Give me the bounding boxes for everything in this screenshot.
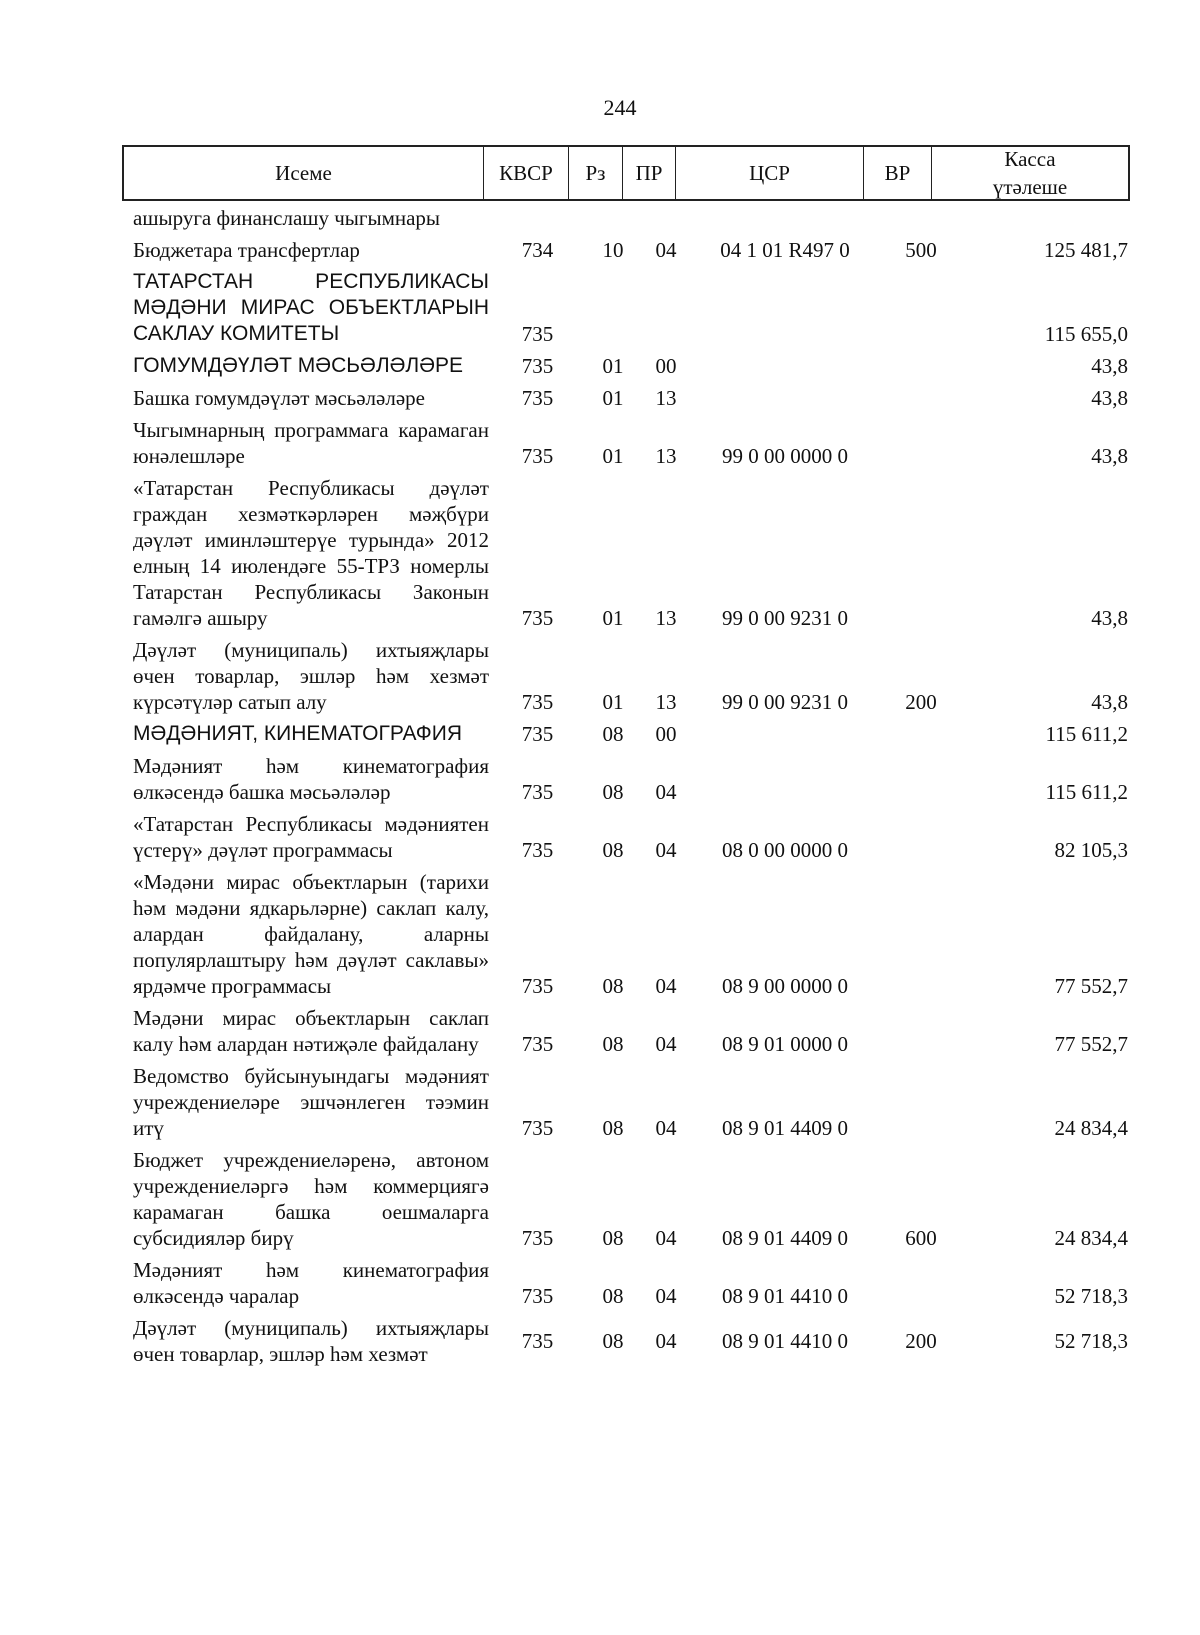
column-header-kvsr: КВСР xyxy=(484,147,569,199)
table-row xyxy=(133,1063,1128,1141)
row-kvsr: 735 xyxy=(521,1284,554,1308)
row-csr: 99 0 00 9231 0 xyxy=(722,690,848,714)
row-kvsr: 735 xyxy=(521,1116,554,1140)
row-name: Мәдәни мирас объектларын саклап калу һәм алардан нәтиҗәле файдалану xyxy=(133,1006,489,1056)
row-csr: 08 9 01 4409 0 xyxy=(722,1116,848,1140)
table-row xyxy=(133,269,1128,347)
row-name: «Татарстан Республикасы мәдәниятен үстерү» дәүләт программасы xyxy=(133,812,489,862)
row-kvsr: 735 xyxy=(521,838,554,862)
row-sum: 52 718,3 xyxy=(1054,1329,1128,1353)
row-sum: 125 481,7 xyxy=(1044,238,1128,262)
column-header-csr: ЦСР xyxy=(676,147,864,199)
row-kvsr: 735 xyxy=(521,386,554,410)
row-csr: 99 0 00 9231 0 xyxy=(722,606,848,630)
row-rz: 01 xyxy=(602,606,624,630)
row-sum: 43,8 xyxy=(1091,606,1128,630)
row-name: Бюджетара трансфертлар xyxy=(133,238,360,262)
row-name: «Мәдәни мирас объектларын (тарихи һәм мәдәни ядкарьләрне) саклап калу, алардан файдалану, аларны популярлаштыру һәм дәүләт саклавы» ярдәмче программасы xyxy=(133,870,489,998)
table-row xyxy=(133,721,1128,747)
row-sum: 24 834,4 xyxy=(1054,1116,1128,1140)
row-name: ашыруга финанслашу чыгымнары xyxy=(133,206,441,230)
row-vr: 500 xyxy=(905,238,937,262)
table-row xyxy=(133,237,1128,263)
column-header-sum xyxy=(932,147,1128,199)
column-header-pr: ПР xyxy=(623,147,676,199)
row-csr: 08 0 00 0000 0 xyxy=(722,838,848,862)
row-csr: 99 0 00 0000 0 xyxy=(722,444,848,468)
table-row xyxy=(133,1147,1128,1251)
row-rz: 08 xyxy=(602,974,624,998)
row-sum: 115 611,2 xyxy=(1045,780,1128,804)
row-pr: 04 xyxy=(655,974,677,998)
row-kvsr: 735 xyxy=(521,780,554,804)
row-name: «Татарстан Республикасы дәүләт граждан хезмәткәрләрен мәҗбүри дәүләт иминләштерүе турында» 2012 елның 14 июлендәге 55-ТРЗ номерлы Татарстан Республикасы Законын гамәлгә ашыру xyxy=(133,476,489,630)
row-kvsr: 735 xyxy=(521,354,554,378)
row-sum: 24 834,4 xyxy=(1054,1226,1128,1250)
row-sum: 43,8 xyxy=(1091,690,1128,714)
row-name: Мәдәният һәм кинематография өлкәсендә чаралар xyxy=(133,1258,489,1308)
row-name: Дәүләт (муниципаль) ихтыяҗлары өчен товарлар, эшләр һәм хезмәт xyxy=(133,1316,489,1366)
row-rz: 01 xyxy=(602,690,624,714)
row-kvsr: 734 xyxy=(521,238,554,262)
row-csr: 08 9 01 0000 0 xyxy=(722,1032,848,1056)
row-name: Бюджет учреждениеләренә, автоном учреждениеләргә һәм коммерциягә карамаган башка оешмаларга субсидияләр бирү xyxy=(133,1148,489,1250)
row-vr: 200 xyxy=(905,690,937,714)
row-rz: 08 xyxy=(602,1226,624,1250)
row-csr: 08 9 01 4410 0 xyxy=(722,1284,848,1308)
row-pr: 04 xyxy=(655,1032,677,1056)
row-kvsr: 735 xyxy=(521,606,554,630)
row-sum: 43,8 xyxy=(1091,386,1128,410)
row-rz: 08 xyxy=(602,1284,624,1308)
row-pr: 04 xyxy=(655,238,677,262)
table-row xyxy=(133,1315,1128,1367)
row-kvsr: 735 xyxy=(521,722,554,746)
column-header-vr: ВР xyxy=(864,147,932,199)
row-csr: 08 9 01 4410 0 xyxy=(722,1329,848,1353)
row-sum: 115 655,0 xyxy=(1044,322,1128,346)
row-rz: 08 xyxy=(602,1116,624,1140)
row-sum: 115 611,2 xyxy=(1045,722,1128,746)
column-header-sum-line2: үтәлеше xyxy=(992,175,1068,199)
table-header xyxy=(122,145,1130,201)
table-row xyxy=(133,869,1128,999)
table-row xyxy=(133,205,1128,231)
row-rz: 08 xyxy=(602,1329,624,1353)
row-pr: 00 xyxy=(655,354,677,378)
row-pr: 13 xyxy=(655,690,677,714)
row-kvsr: 735 xyxy=(521,322,554,346)
row-name: Ведомство буйсынуындагы мәдәният учреждениеләре эшчәнлеген тәэмин итү xyxy=(133,1064,489,1140)
row-kvsr: 735 xyxy=(521,1226,554,1250)
table-row xyxy=(133,417,1128,469)
row-sum: 82 105,3 xyxy=(1054,838,1128,862)
row-pr: 04 xyxy=(655,1329,677,1353)
table-row xyxy=(133,1005,1128,1057)
column-header-sum-line1: Касса xyxy=(1004,147,1056,171)
row-rz: 08 xyxy=(602,838,624,862)
row-pr: 13 xyxy=(655,606,677,630)
row-sum: 43,8 xyxy=(1091,354,1128,378)
row-sum: 52 718,3 xyxy=(1054,1284,1128,1308)
row-pr: 04 xyxy=(655,838,677,862)
page-number: 244 xyxy=(603,95,637,120)
table-row xyxy=(133,811,1128,863)
row-sum: 77 552,7 xyxy=(1054,974,1128,998)
row-rz: 08 xyxy=(602,1032,624,1056)
row-csr: 08 9 00 0000 0 xyxy=(722,974,848,998)
row-rz: 08 xyxy=(602,722,624,746)
row-vr: 600 xyxy=(905,1226,937,1250)
table-row xyxy=(133,475,1128,631)
row-kvsr: 735 xyxy=(521,1329,554,1353)
row-name: ГОМУМДӘҮЛӘТ МӘСЬӘЛӘЛӘРЕ xyxy=(133,354,464,377)
row-name: МӘДӘНИЯТ, КИНЕМАТОГРАФИЯ xyxy=(133,722,462,745)
table-row xyxy=(133,753,1128,805)
row-kvsr: 735 xyxy=(521,444,554,468)
column-header-name: Исеме xyxy=(124,147,484,199)
row-name: Чыгымнарның программага карамаган юнәлешләре xyxy=(133,418,489,468)
row-name: ТАТАРСТАН РЕСПУБЛИКАСЫ МӘДӘНИ МИРАС ОБЪЕКТЛАРЫН САКЛАУ КОМИТЕТЫ xyxy=(133,270,489,345)
row-name: Мәдәният һәм кинематография өлкәсендә башка мәсьәләләр xyxy=(133,754,489,804)
row-pr: 13 xyxy=(655,444,677,468)
row-name: Дәүләт (муниципаль) ихтыяҗлары өчен товарлар, эшләр һәм хезмәт күрсәтүләр сатып алу xyxy=(133,638,489,714)
row-csr: 04 1 01 R497 0 xyxy=(720,238,850,262)
table-row xyxy=(133,1257,1128,1309)
table-row xyxy=(133,353,1128,379)
row-csr: 08 9 01 4409 0 xyxy=(722,1226,848,1250)
row-pr: 04 xyxy=(655,1226,677,1250)
row-rz: 01 xyxy=(602,386,624,410)
row-sum: 43,8 xyxy=(1091,444,1128,468)
table-body xyxy=(133,205,1128,1367)
row-kvsr: 735 xyxy=(521,974,554,998)
row-pr: 04 xyxy=(655,1116,677,1140)
row-kvsr: 735 xyxy=(521,690,554,714)
row-vr: 200 xyxy=(905,1329,937,1353)
row-pr: 04 xyxy=(655,1284,677,1308)
row-name: Башка гомумдәүләт мәсьәләләре xyxy=(133,386,425,410)
row-sum: 77 552,7 xyxy=(1054,1032,1128,1056)
row-rz: 08 xyxy=(602,780,624,804)
table-row xyxy=(133,637,1128,715)
row-pr: 00 xyxy=(655,722,677,746)
row-rz: 01 xyxy=(602,354,624,378)
table-row xyxy=(133,385,1128,411)
row-rz: 10 xyxy=(602,238,624,262)
column-header-rz: Рз xyxy=(569,147,623,199)
row-kvsr: 735 xyxy=(521,1032,554,1056)
row-pr: 13 xyxy=(655,386,677,410)
row-pr: 04 xyxy=(655,780,677,804)
row-rz: 01 xyxy=(602,444,624,468)
